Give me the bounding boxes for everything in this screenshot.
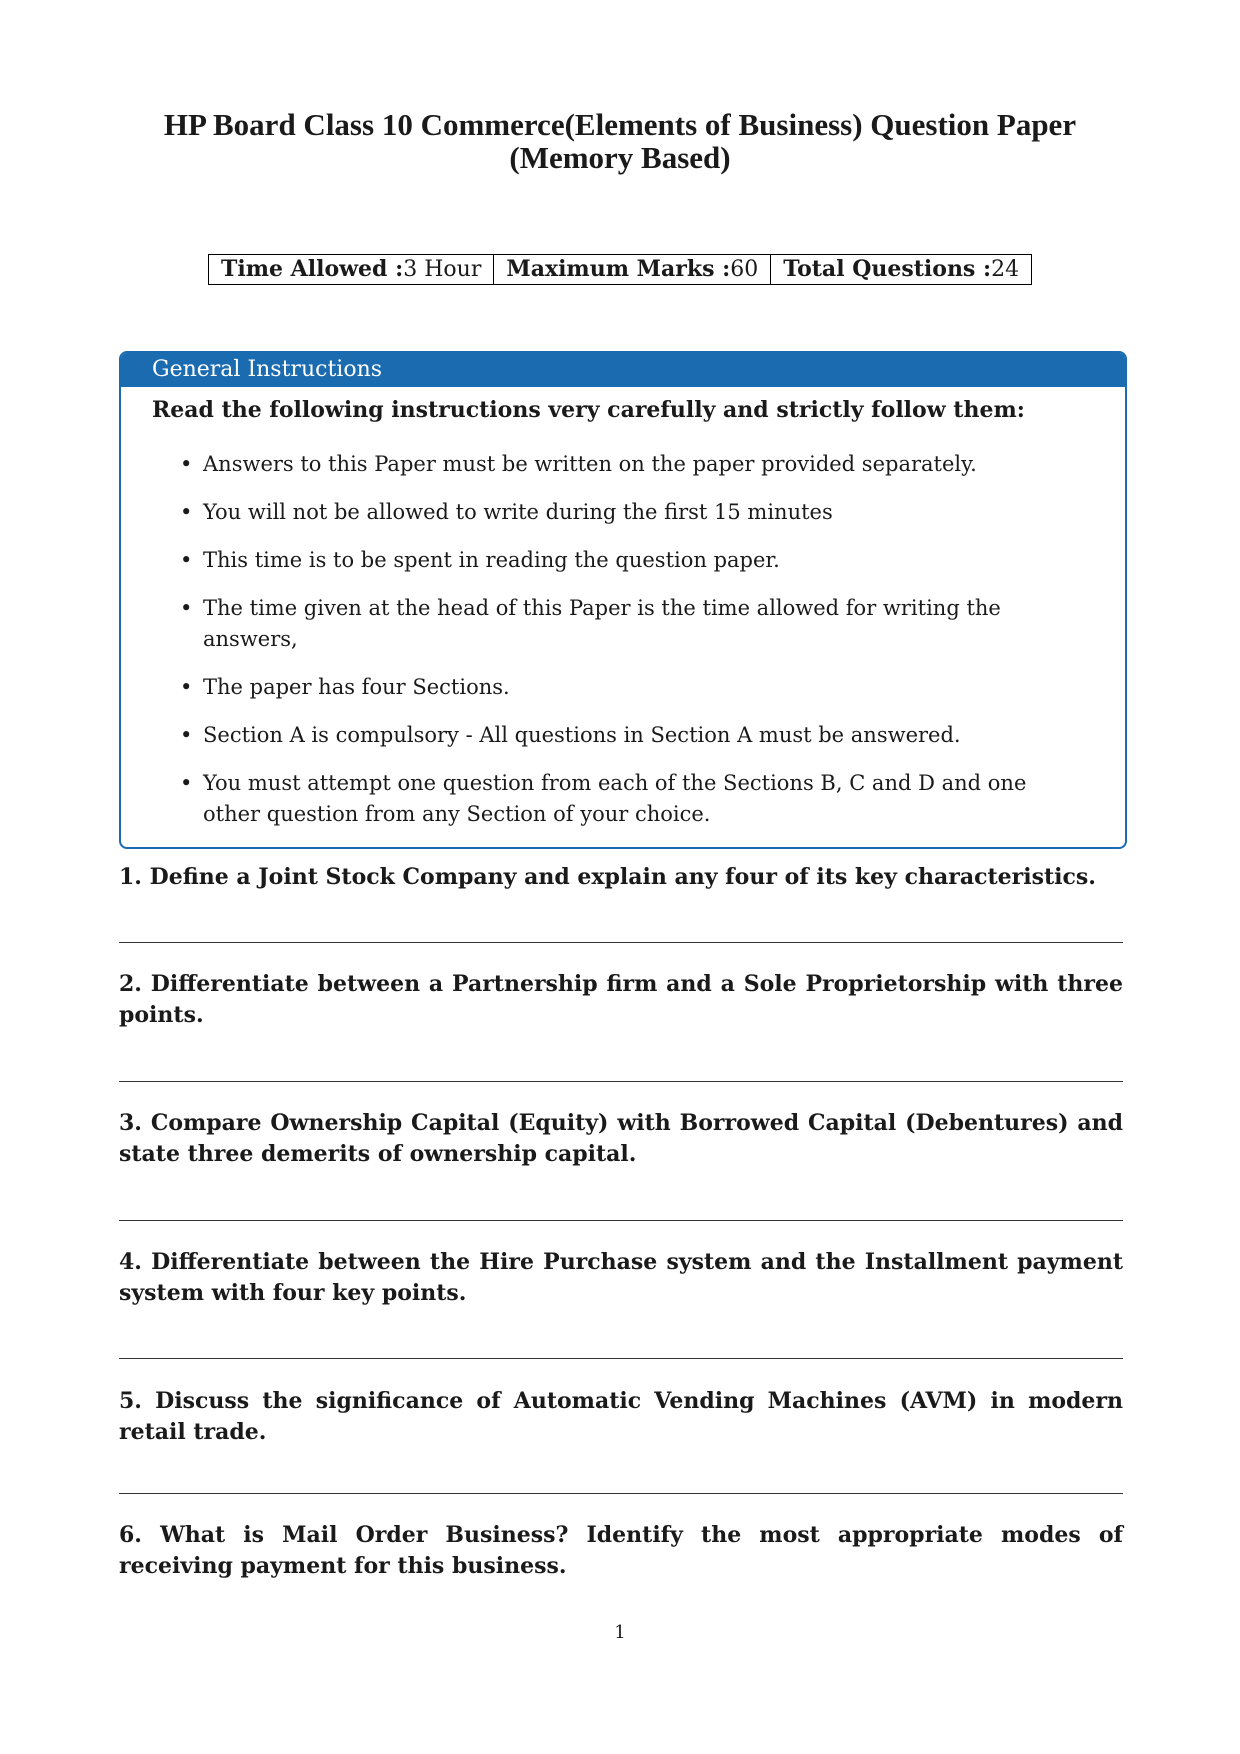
answer-divider [119, 1081, 1123, 1082]
bullet-icon: • [180, 723, 193, 747]
exam-info-table [208, 254, 1032, 285]
instruction-item [154, 768, 1034, 830]
bullet-icon: • [180, 548, 193, 572]
instruction-item [154, 449, 1034, 480]
bullet-icon: • [180, 771, 193, 795]
general-instructions-header: General Instructions [121, 353, 1125, 387]
bullet-icon: • [180, 596, 193, 620]
question-6: 6. What is Mail Order Business? Identify the most appropriate modes of receiving payment for this business. [119, 1522, 1123, 1579]
question-4: 4. Differentiate between the Hire Purchase system and the Installment payment system with four key points. [119, 1249, 1123, 1306]
instruction-text: You will not be allowed to write during the first 15 minutes [203, 500, 833, 524]
instruction-text: Answers to this Paper must be written on the paper provided separately. [203, 452, 977, 476]
answer-divider [119, 1493, 1123, 1494]
question-2: 2. Differentiate between a Partnership firm and a Sole Proprietorship with three points. [119, 971, 1123, 1028]
maximum-marks-cell [494, 255, 771, 285]
instruction-item [154, 672, 1034, 703]
maximum-marks-label: Maximum Marks : [506, 256, 731, 282]
page-title: HP Board Class 10 Commerce(Elements of Business) Question Paper (Memory Based) [163, 107, 1077, 175]
page-number: 1 [614, 1622, 626, 1643]
answer-divider [119, 942, 1123, 943]
bullet-icon: • [180, 452, 193, 476]
general-instructions-box [119, 351, 1127, 849]
question-3: 3. Compare Ownership Capital (Equity) with Borrowed Capital (Debentures) and state three demerits of ownership capital. [119, 1110, 1123, 1167]
instruction-text: The time given at the head of this Paper is the time allowed for writing the answers, [203, 596, 1001, 651]
time-allowed-cell [209, 255, 494, 285]
time-allowed-label: Time Allowed : [221, 256, 404, 282]
instruction-item [154, 593, 1034, 655]
question-5: 5. Discuss the significance of Automatic Vending Machines (AVM) in modern retail trade. [119, 1388, 1123, 1445]
instruction-item [154, 545, 1034, 576]
total-questions-cell [771, 255, 1032, 285]
instructions-intro: Read the following instructions very carefully and strictly follow them: [152, 397, 1025, 423]
instruction-item [154, 497, 1034, 528]
instructions-list [154, 449, 1034, 847]
question-1: 1. Define a Joint Stock Company and explain any four of its key characteristics. [119, 864, 1096, 890]
instruction-item [154, 720, 1034, 751]
instruction-text: This time is to be spent in reading the question paper. [203, 548, 780, 572]
instruction-text: You must attempt one question from each of the Sections B, C and D and one other question from any Section of your choice. [203, 771, 1027, 826]
instruction-text: Section A is compulsory - All questions in Section A must be answered. [203, 723, 961, 747]
total-questions-label: Total Questions : [783, 256, 992, 282]
bullet-icon: • [180, 500, 193, 524]
time-allowed-value: 3 Hour [403, 257, 482, 282]
maximum-marks-value: 60 [730, 257, 759, 282]
instruction-text: The paper has four Sections. [203, 675, 510, 699]
total-questions-value: 24 [991, 257, 1020, 282]
bullet-icon: • [180, 675, 193, 699]
answer-divider [119, 1220, 1123, 1221]
answer-divider [119, 1358, 1123, 1359]
